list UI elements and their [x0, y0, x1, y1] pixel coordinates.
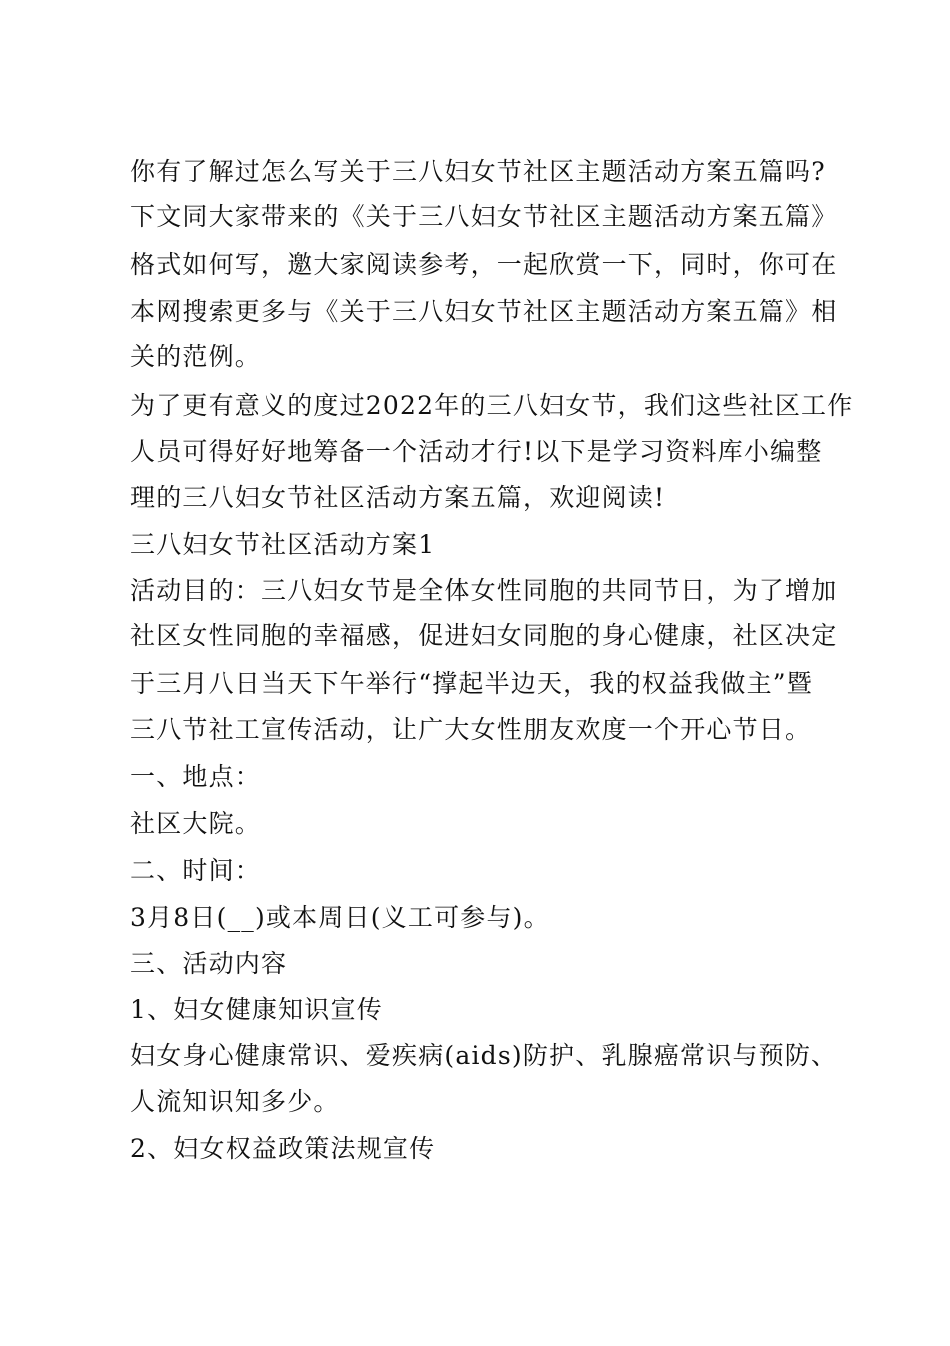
location-heading: 一、地点：	[130, 762, 262, 791]
location-value: 社区大院。	[130, 809, 262, 838]
intro-line-5: 关的范例。	[130, 342, 262, 371]
paragraph-2-line-1: 为了更有意义的度过2022年的三八妇女节，我们这些社区工作	[130, 391, 854, 420]
section-heading-1: 三八妇女节社区活动方案1	[130, 530, 436, 559]
intro-line-1: 你有了解过怎么写关于三八妇女节社区主题活动方案五篇吗?	[130, 157, 826, 186]
intro-line-2: 下文同大家带来的《关于三八妇女节社区主题活动方案五篇》	[130, 202, 838, 231]
content-item-1-line-1: 妇女身心健康常识、爱疾病(aids)防护、乳腺癌常识与预防、	[130, 1041, 838, 1070]
intro-line-3: 格式如何写，邀大家阅读参考，一起欣赏一下，同时，你可在	[130, 250, 838, 279]
purpose-line-2: 社区女性同胞的幸福感，促进妇女同胞的身心健康，社区决定	[130, 621, 838, 650]
content-item-1-heading: 1、妇女健康知识宣传	[130, 995, 383, 1024]
time-heading: 二、时间：	[130, 856, 262, 885]
content-heading: 三、活动内容	[130, 949, 288, 978]
paragraph-2-line-3: 理的三八妇女节社区活动方案五篇，欢迎阅读!	[130, 483, 666, 512]
purpose-line-4: 三八节社工宣传活动，让广大女性朋友欢度一个开心节日。	[130, 715, 812, 744]
intro-line-4: 本网搜索更多与《关于三八妇女节社区主题活动方案五篇》相	[130, 297, 838, 326]
time-value: 3月8日(__)或本周日(义工可参与)。	[130, 903, 550, 932]
paragraph-2-line-2: 人员可得好好地筹备一个活动才行!以下是学习资料库小编整	[130, 437, 823, 466]
content-item-2-heading: 2、妇女权益政策法规宣传	[130, 1134, 436, 1163]
purpose-line-3: 于三月八日当天下午举行“撑起半边天，我的权益我做主”暨	[130, 669, 813, 698]
purpose-line-1: 活动目的：三八妇女节是全体女性同胞的共同节日，为了增加	[130, 576, 838, 605]
content-item-1-line-2: 人流知识知多少。	[130, 1087, 340, 1116]
